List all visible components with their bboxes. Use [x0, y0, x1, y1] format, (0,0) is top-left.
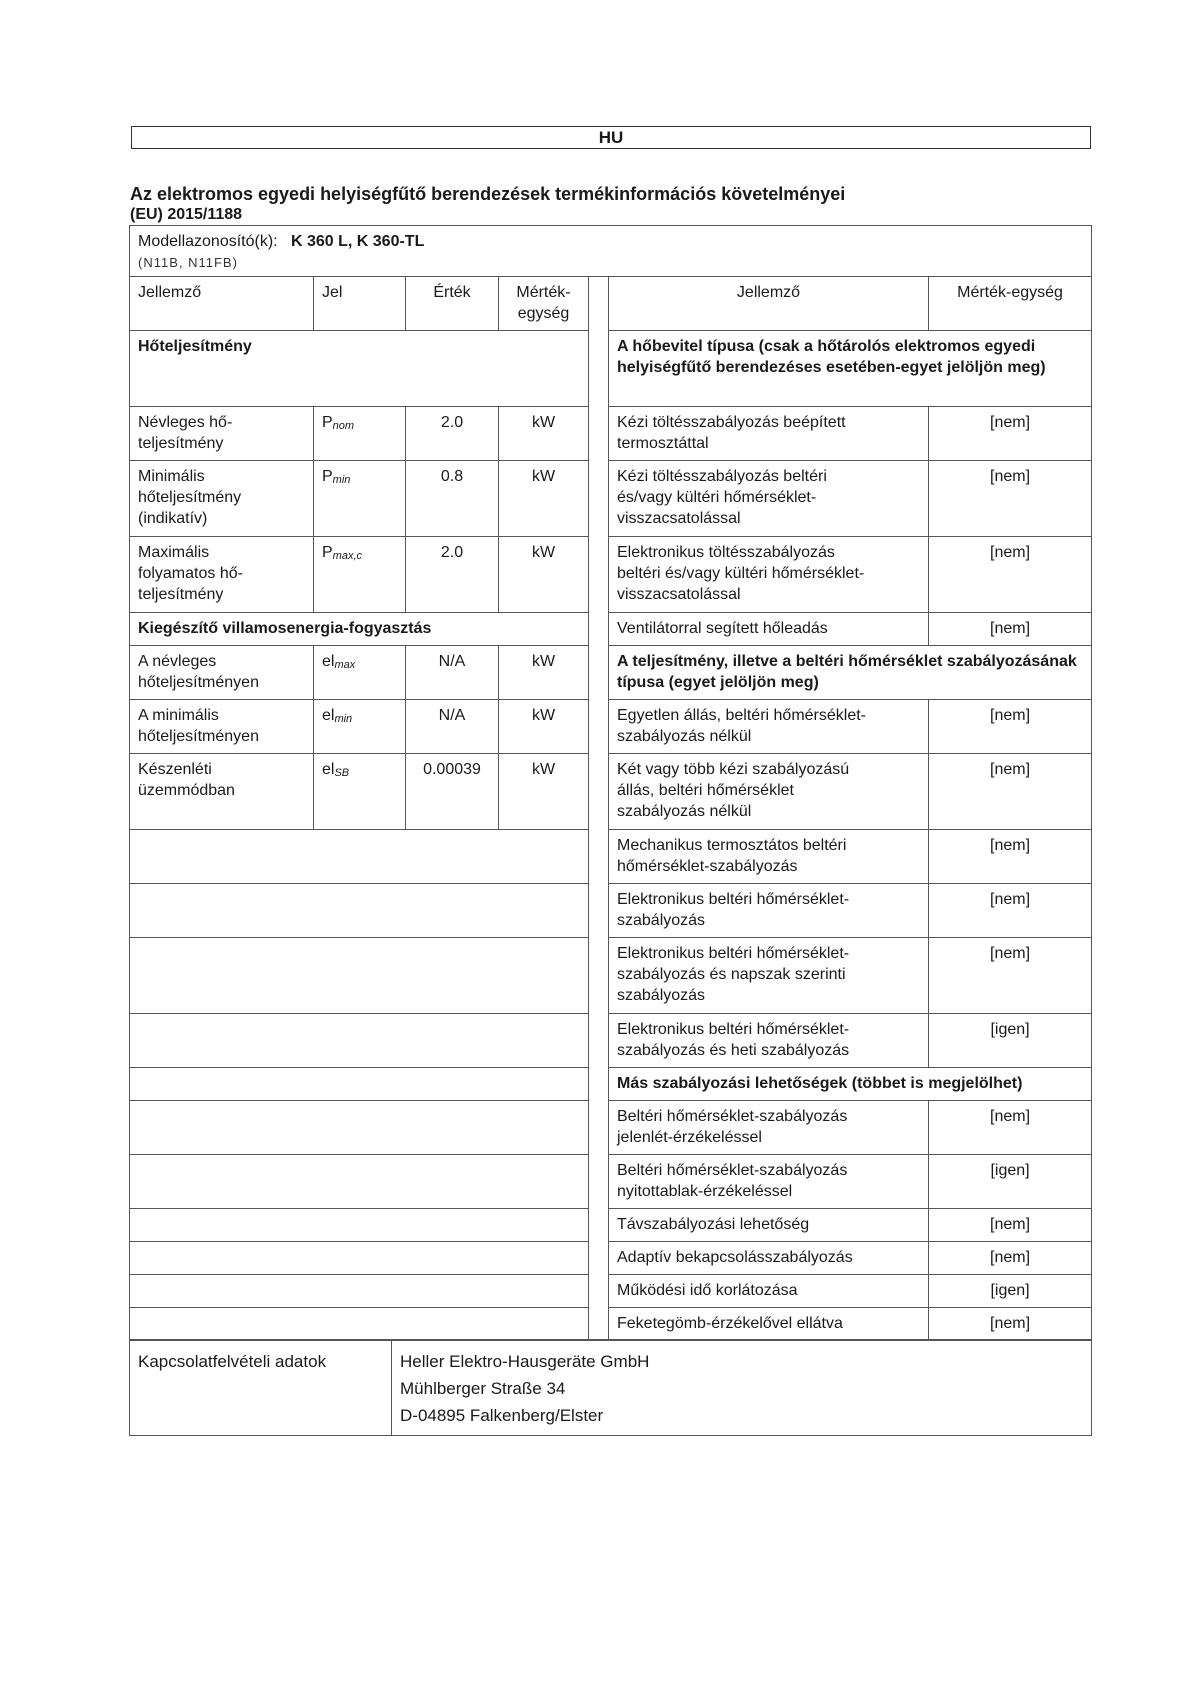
- empty-cell: [130, 1209, 589, 1242]
- table-row: [130, 1308, 1092, 1341]
- right-row-label: Elektronikus beltéri hőmérséklet- szabályozás és napszak szerinti szabályozás: [609, 938, 929, 1014]
- table-row: [130, 1209, 1092, 1242]
- document-title: Az elektromos egyedi helyiségfűtő berendezések termékinformációs követelményei: [130, 184, 846, 204]
- section-row: [130, 331, 1092, 407]
- empty-cell: [130, 1068, 589, 1101]
- section-row: [130, 613, 1092, 646]
- empty-cell: [130, 1014, 589, 1068]
- right-row-value: [nem]: [929, 613, 1092, 646]
- column-gap: [589, 277, 609, 1341]
- right-row-label: Ventilátorral segített hőleadás: [609, 613, 929, 646]
- model-row: [130, 226, 1092, 277]
- right-row-value: [nem]: [929, 1209, 1092, 1242]
- right-row-label: Beltéri hőmérséklet-szabályozás jelenlét-érzékeléssel: [609, 1101, 929, 1155]
- row-label: A névleges hőteljesítményen: [130, 646, 314, 700]
- row-label: Maximális folyamatos hő- teljesítmény: [130, 537, 314, 613]
- right-row-label: Kézi töltésszabályozás beltéri és/vagy kültéri hőmérséklet- visszacsatolással: [609, 461, 929, 537]
- right-row-value: [nem]: [929, 1308, 1092, 1341]
- right-row-label: Adaptív bekapcsolásszabályozás: [609, 1242, 929, 1275]
- row-symbol: $el_{SB}$: [314, 754, 406, 830]
- table-row: [130, 700, 1092, 754]
- table-row: [130, 1014, 1092, 1068]
- right-row-value: [nem]: [929, 938, 1092, 1014]
- empty-cell: [130, 1242, 589, 1275]
- row-value: N/A: [406, 700, 499, 754]
- right-row-label: Elektronikus beltéri hőmérséklet- szabályozás: [609, 884, 929, 938]
- col-header-mertek-right: Mérték-egység: [929, 277, 1092, 331]
- col-header-jel: Jel: [314, 277, 406, 331]
- right-row-label: Kézi töltésszabályozás beépített termosztáttal: [609, 407, 929, 461]
- right-row-label: Távszabályozási lehetőség: [609, 1209, 929, 1242]
- col-header-jellemzo: Jellemző: [130, 277, 314, 331]
- row-symbol: $el_{min}$: [314, 700, 406, 754]
- right-row-value: [nem]: [929, 537, 1092, 613]
- right-row-label: Beltéri hőmérséklet-szabályozás nyitottablak-érzékeléssel: [609, 1155, 929, 1209]
- row-symbol: $el_{max}$: [314, 646, 406, 700]
- right-row-value: [nem]: [929, 461, 1092, 537]
- contact-company: Heller Elektro-Hausgeräte GmbH: [400, 1352, 650, 1371]
- table-row: [130, 1242, 1092, 1275]
- row-symbol: $P_{max,c}$: [314, 537, 406, 613]
- table-row: [130, 461, 1092, 537]
- table-row: [130, 938, 1092, 1014]
- model-value: K 360 L, K 360-TL: [290, 233, 425, 250]
- row-unit: kW: [499, 461, 589, 537]
- right-row-value: [nem]: [929, 754, 1092, 830]
- table-row: [130, 754, 1092, 830]
- row-unit: kW: [499, 700, 589, 754]
- row-label: Minimális hőteljesítmény (indikatív): [130, 461, 314, 537]
- product-info-table: [129, 225, 1092, 1341]
- row-value: 2.0: [406, 407, 499, 461]
- table-row: [130, 830, 1092, 884]
- right-row-value: [nem]: [929, 1242, 1092, 1275]
- row-label: A minimális hőteljesítményen: [130, 700, 314, 754]
- contact-street: Mühlberger Straße 34: [400, 1379, 566, 1398]
- empty-cell: [130, 1101, 589, 1155]
- col-header-ertek: Érték: [406, 277, 499, 331]
- empty-cell: [130, 830, 589, 884]
- regulation-number: (EU) 2015/1188: [130, 206, 243, 223]
- right-row-value: [igen]: [929, 1155, 1092, 1209]
- row-label: Névleges hő- teljesítmény: [130, 407, 314, 461]
- right-row-value: [igen]: [929, 1275, 1092, 1308]
- right-row-label: Mechanikus termosztátos beltéri hőmérséklet-szabályozás: [609, 830, 929, 884]
- section-aux-power: Kiegészítő villamosenergia-fogyasztás: [130, 613, 589, 646]
- row-unit: kW: [499, 537, 589, 613]
- contact-city: D-04895 Falkenberg/Elster: [400, 1406, 604, 1425]
- empty-cell: [130, 938, 589, 1014]
- table-row: [130, 1101, 1092, 1155]
- table-row: [130, 646, 1092, 700]
- right-row-value: [igen]: [929, 1014, 1092, 1068]
- table-row: [130, 537, 1092, 613]
- section-row: [130, 1068, 1092, 1101]
- contact-details: [392, 1340, 1092, 1436]
- empty-cell: [130, 884, 589, 938]
- right-row-value: [nem]: [929, 884, 1092, 938]
- empty-cell: [130, 1275, 589, 1308]
- right-row-label: Elektronikus töltésszabályozás beltéri és/vagy kültéri hőmérséklet- visszacsatolással: [609, 537, 929, 613]
- row-value: 2.0: [406, 537, 499, 613]
- right-row-value: [nem]: [929, 700, 1092, 754]
- row-unit: kW: [499, 407, 589, 461]
- table-row: [130, 1155, 1092, 1209]
- right-row-value: [nem]: [929, 830, 1092, 884]
- table-row: [130, 1275, 1092, 1308]
- row-unit: kW: [499, 646, 589, 700]
- section-control-type: A teljesítmény, illetve a beltéri hőmérséklet szabályozásának típusa (egyet jelöljön meg): [609, 646, 1092, 700]
- row-unit: kW: [499, 754, 589, 830]
- row-value: 0.00039: [406, 754, 499, 830]
- section-heat-input-type: A hőbevitel típusa (csak a hőtárolós elektromos egyedi helyiségfűtő berendezéses esetében-egyet jelöljön meg): [609, 331, 1092, 407]
- table-row: [130, 884, 1092, 938]
- language-header: HU: [131, 126, 1091, 149]
- row-value: N/A: [406, 646, 499, 700]
- contact-table: [129, 1339, 1092, 1436]
- right-row-label: Elektronikus beltéri hőmérséklet- szabályozás és heti szabályozás: [609, 1014, 929, 1068]
- contact-label: Kapcsolatfelvételi adatok: [130, 1340, 392, 1436]
- row-label: Készenléti üzemmódban: [130, 754, 314, 830]
- row-value: 0.8: [406, 461, 499, 537]
- row-symbol: $P_{nom}$: [314, 407, 406, 461]
- right-row-label: Működési idő korlátozása: [609, 1275, 929, 1308]
- right-row-label: Feketegömb-érzékelővel ellátva: [609, 1308, 929, 1341]
- right-row-label: Két vagy több kézi szabályozású állás, beltéri hőmérséklet szabályozás nélkül: [609, 754, 929, 830]
- right-row-value: [nem]: [929, 407, 1092, 461]
- empty-cell: [130, 1155, 589, 1209]
- col-header-mertek: Mérték- egység: [499, 277, 589, 331]
- section-heat-output: Hőteljesítmény: [130, 331, 589, 407]
- column-header-row: [130, 277, 1092, 331]
- row-symbol: $P_{min}$: [314, 461, 406, 537]
- col-header-jellemzo-right: Jellemző: [609, 277, 929, 331]
- model-label: Modellazonosító(k):: [138, 233, 278, 250]
- empty-cell: [130, 1308, 589, 1341]
- table-row: [130, 407, 1092, 461]
- right-row-label: Egyetlen állás, beltéri hőmérséklet- szabályozás nélkül: [609, 700, 929, 754]
- right-row-value: [nem]: [929, 1101, 1092, 1155]
- section-other-controls: Más szabályozási lehetőségek (többet is megjelölhet): [609, 1068, 1092, 1101]
- model-codes: (N11B, N11FB): [138, 255, 238, 270]
